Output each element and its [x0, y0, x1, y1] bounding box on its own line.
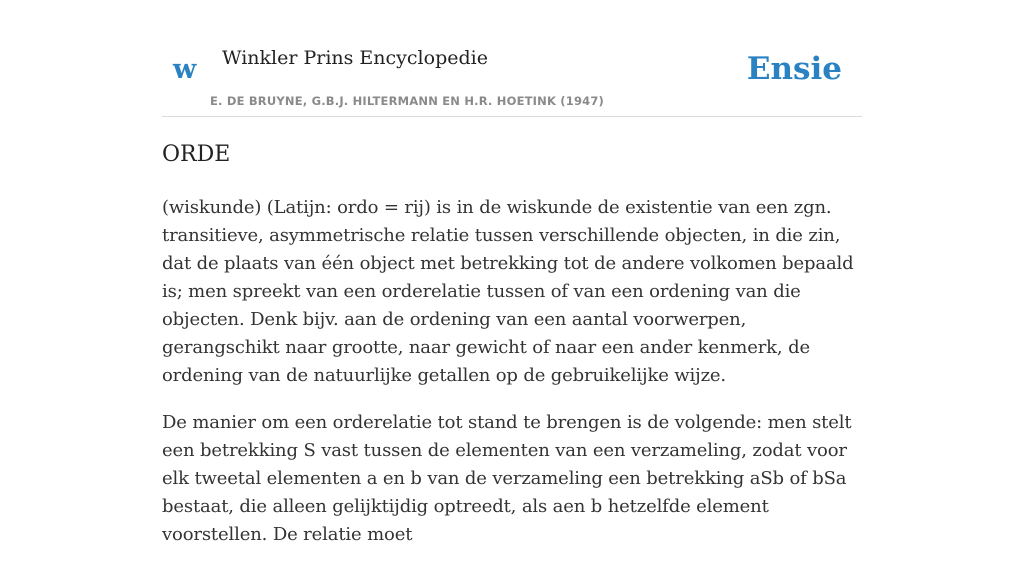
site-header [162, 0, 862, 117]
authors-line: E. DE BRUYNE, G.B.J. HILTERMANN EN H.R. HOETINK (1947) [210, 94, 605, 108]
article-paragraph-1: (wiskunde) (Latijn: ordo = rij) is in de wiskunde de existentie van een zgn. transitieve, asymmetrische relatie tussen verschillende objecten, in die zin, dat de plaats van één object met betrekking tot de andere volkomen bepaald is; men spreekt van een orderelatie tussen of van een ordening van die objecten. Denk bijv. aan de ordening van een aantal voorwerpen, gerangschikt naar grootte, naar gewicht of naar een ander kenmerk, de ordening van de natuurlijke getallen op de gebruikelijke wijze. [162, 197, 854, 386]
article-paragraph-2: De manier om een orderelatie tot stand te brengen is de volgende: men stelt een betrekking S vast tussen de elementen van een verzameling, zodat voor elk tweetal elementen a en b van de verzameling een betrekking aSb of bSa bestaat, die alleen gelijktijdig optreedt, als aen b hetzelfde element voorstellen. De relatie moet [162, 412, 852, 545]
site-title[interactable]: Winkler Prins Encyclopedie [222, 47, 488, 69]
logo-w-icon[interactable]: w [173, 54, 197, 85]
article-title: ORDE [162, 142, 231, 167]
ensie-logo[interactable]: Ensie [746, 51, 842, 87]
article [162, 136, 866, 568]
